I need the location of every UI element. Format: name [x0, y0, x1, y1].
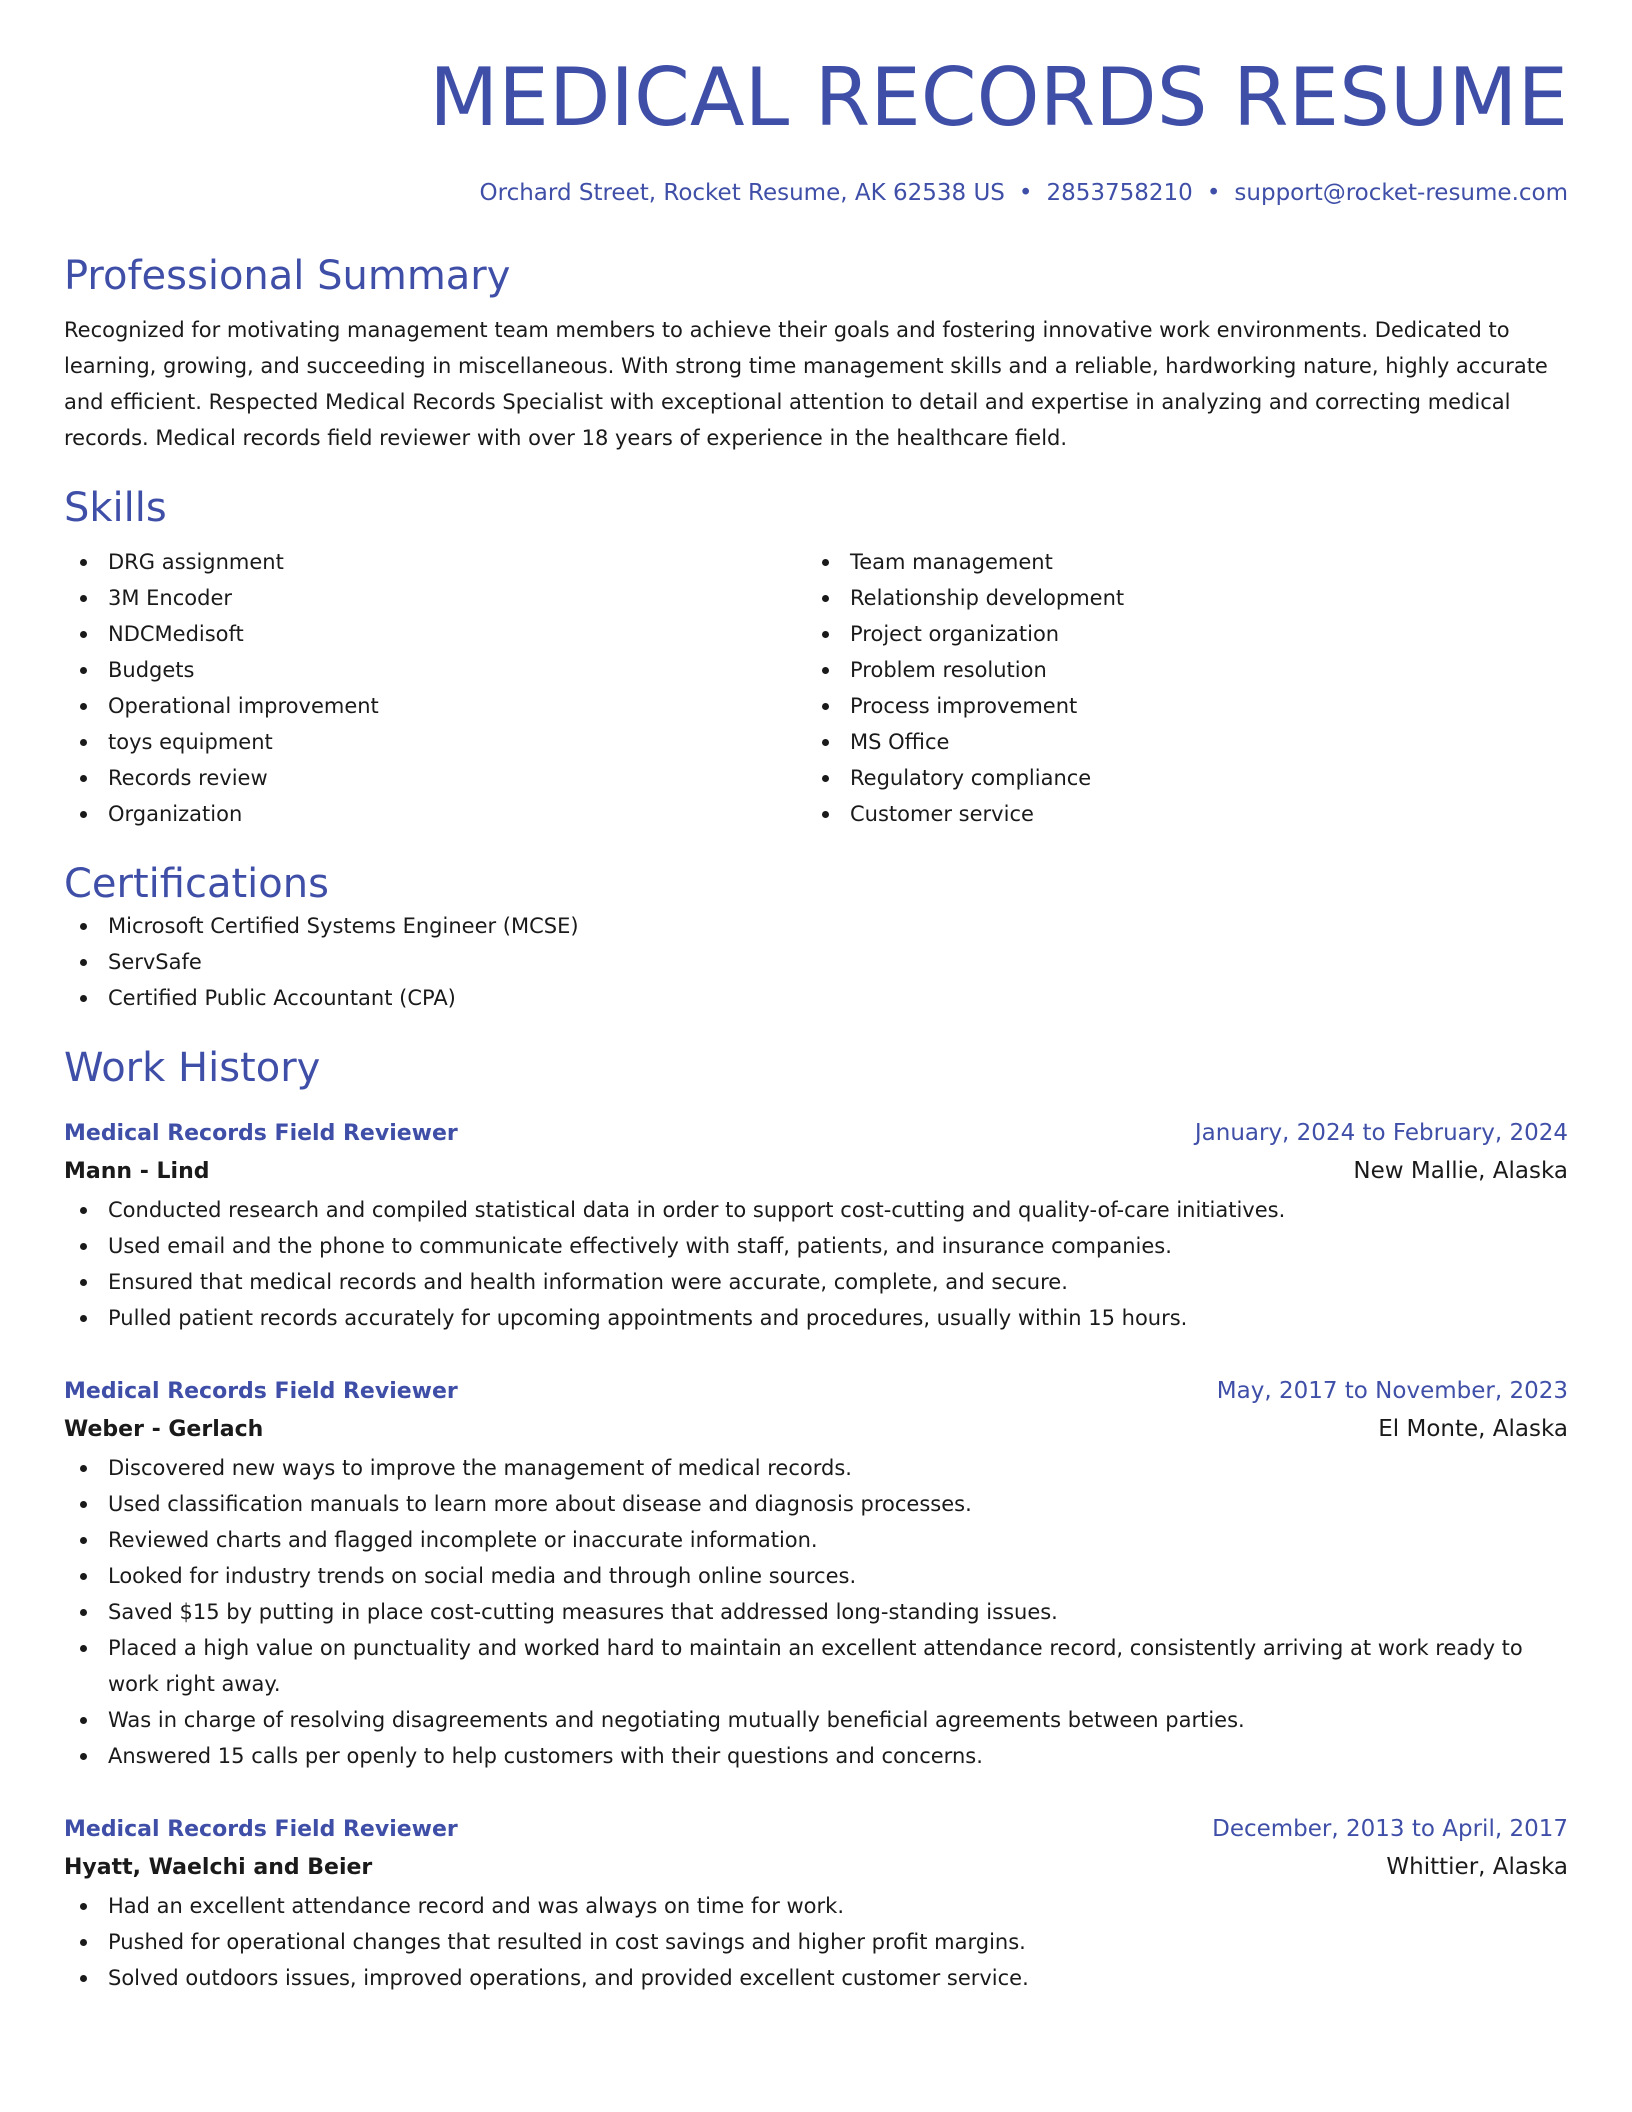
job-duty: Answered 15 calls per openly to help customers with their questions and concerns. [64, 1738, 1568, 1774]
contact-separator: • [1206, 180, 1221, 206]
job-duty: Pulled patient records accurately for upcoming appointments and procedures, usually within 15 hours. [64, 1300, 1568, 1336]
job-duty: Saved $15 by putting in place cost-cutting measures that addressed long-standing issues. [64, 1594, 1568, 1630]
skills-section [64, 484, 1568, 832]
skill-item: Process improvement [806, 688, 1548, 724]
job-duty: Discovered new ways to improve the management of medical records. [64, 1450, 1568, 1486]
job-location: Whittier, Alaska [1386, 1854, 1568, 1880]
contact-email[interactable]: support@rocket-resume.com [1234, 180, 1568, 206]
certifications-list [64, 908, 1568, 1016]
skill-item: toys equipment [64, 724, 806, 760]
job-duties-list [64, 1450, 1568, 1774]
job-company: Mann - Lind [64, 1159, 210, 1184]
job-duty: Placed a high value on punctuality and worked hard to maintain an excellent attendance record, consistently arriving at work ready to work right away. [64, 1630, 1568, 1702]
job-duty: Solved outdoors issues, improved operations, and provided excellent customer service. [64, 1960, 1568, 1996]
contact-phone: 2853758210 [1046, 180, 1193, 206]
job-company-row [64, 1151, 1568, 1192]
certification-item: ServSafe [64, 944, 1568, 980]
job-duty: Looked for industry trends on social media and through online sources. [64, 1558, 1568, 1594]
job-dates: May, 2017 to November, 2023 [1216, 1378, 1568, 1404]
job-duty: Was in charge of resolving disagreements and negotiating mutually beneficial agreements between parties. [64, 1702, 1568, 1738]
certification-item: Microsoft Certified Systems Engineer (MCSE) [64, 908, 1568, 944]
work-history-section [64, 1044, 1568, 1996]
job-header-row [64, 1374, 1568, 1409]
job-entry [64, 1116, 1568, 1336]
job-title: Medical Records Field Reviewer [64, 1817, 458, 1842]
job-header-row [64, 1812, 1568, 1847]
resume-name: MEDICAL RECORDS RESUME [429, 51, 1568, 144]
work-history-heading: Work History [64, 1045, 321, 1091]
skill-item: Records review [64, 760, 806, 796]
skill-item: Project organization [806, 616, 1548, 652]
job-company: Hyatt, Waelchi and Beier [64, 1855, 373, 1880]
skill-item: DRG assignment [64, 544, 806, 580]
certifications-heading: Certifications [64, 861, 329, 907]
skill-item: Regulatory compliance [806, 760, 1548, 796]
job-dates: January, 2024 to February, 2024 [1194, 1120, 1568, 1146]
skill-item: Customer service [806, 796, 1548, 832]
job-duties-list [64, 1192, 1568, 1336]
job-company: Weber - Gerlach [64, 1417, 264, 1442]
skill-item: Operational improvement [64, 688, 806, 724]
summary-heading: Professional Summary [64, 253, 511, 299]
job-location: New Mallie, Alaska [1353, 1158, 1568, 1184]
skills-columns [64, 544, 1568, 832]
skill-item: Problem resolution [806, 652, 1548, 688]
job-duty: Reviewed charts and flagged incomplete or inaccurate information. [64, 1522, 1568, 1558]
job-title: Medical Records Field Reviewer [64, 1121, 458, 1146]
skill-item: Team management [806, 544, 1548, 580]
job-dates: December, 2013 to April, 2017 [1212, 1816, 1568, 1842]
contact-address: Orchard Street, Rocket Resume, AK 62538 US [479, 180, 1005, 206]
job-duty: Conducted research and compiled statistical data in order to support cost-cutting and quality-of-care initiatives. [64, 1192, 1568, 1228]
skill-item: Organization [64, 796, 806, 832]
job-duties-list [64, 1888, 1568, 1996]
skills-list-left [64, 544, 806, 832]
skills-list-right [806, 544, 1548, 832]
job-duty: Had an excellent attendance record and was always on time for work. [64, 1888, 1568, 1924]
skill-item: 3M Encoder [64, 580, 806, 616]
job-duty: Used classification manuals to learn more about disease and diagnosis processes. [64, 1486, 1568, 1522]
job-company-row [64, 1409, 1568, 1450]
job-duty: Used email and the phone to communicate effectively with staff, patients, and insurance companies. [64, 1228, 1568, 1264]
job-entry [64, 1812, 1568, 1996]
skill-item: MS Office [806, 724, 1548, 760]
job-duty: Ensured that medical records and health information were accurate, complete, and secure. [64, 1264, 1568, 1300]
summary-text: Recognized for motivating management team members to achieve their goals and fostering innovative work environments. Dedicated to learning, growing, and succeeding in miscellaneous. With strong time management skills and a reliable, hardworking nature, highly accurate and efficient. Respected Medical Records Specialist with exceptional attention to detail and expertise in analyzing and correcting medical records. Medical records field reviewer with over 18 years of experience in the healthcare field. [64, 318, 1548, 450]
job-location: El Monte, Alaska [1378, 1416, 1568, 1442]
skill-item: Relationship development [806, 580, 1548, 616]
certification-item: Certified Public Accountant (CPA) [64, 980, 1568, 1016]
job-title: Medical Records Field Reviewer [64, 1379, 458, 1404]
contact-separator: • [1018, 180, 1033, 206]
job-header-row [64, 1116, 1568, 1151]
skill-item: NDCMedisoft [64, 616, 806, 652]
certifications-section [64, 860, 1568, 1016]
resume-header [64, 50, 1568, 208]
job-company-row [64, 1847, 1568, 1888]
skills-heading: Skills [64, 485, 167, 531]
job-entry [64, 1374, 1568, 1774]
contact-line [64, 178, 1568, 208]
job-duty: Pushed for operational changes that resulted in cost savings and higher profit margins. [64, 1924, 1568, 1960]
skill-item: Budgets [64, 652, 806, 688]
summary-section [64, 252, 1568, 456]
